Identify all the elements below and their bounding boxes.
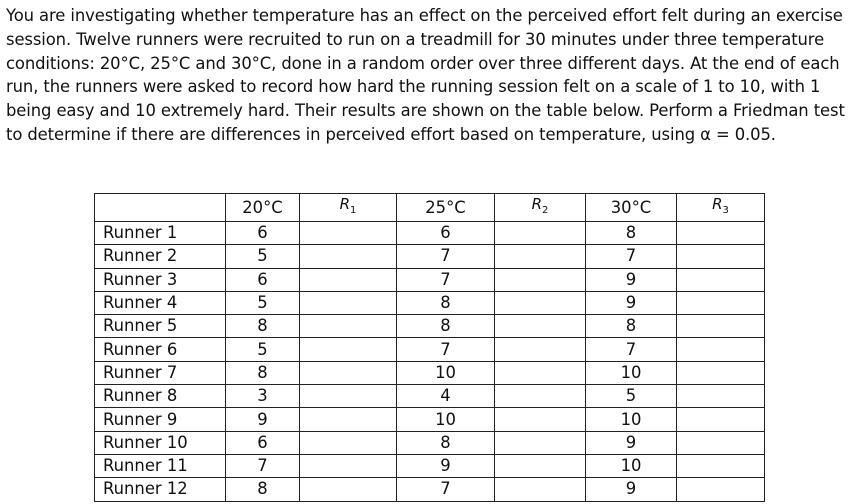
rank-r1-cell[interactable]	[300, 268, 397, 291]
rank-r2-cell[interactable]	[495, 431, 586, 454]
rank-r3-cell[interactable]	[677, 338, 765, 361]
rank-r1-cell[interactable]	[300, 245, 397, 268]
rank-r1-cell[interactable]	[300, 338, 397, 361]
runner-name-cell: Runner 2	[95, 245, 226, 268]
header-30c: 30°C	[586, 194, 677, 222]
runner-name-cell: Runner 6	[95, 338, 226, 361]
rank-r2-cell[interactable]	[495, 385, 586, 408]
score-20c-cell: 3	[226, 385, 300, 408]
score-30c-cell: 7	[586, 338, 677, 361]
header-r2-letter: R	[531, 195, 543, 213]
score-20c-cell: 6	[226, 431, 300, 454]
rank-r3-cell[interactable]	[677, 268, 765, 291]
results-table	[94, 193, 765, 502]
score-20c-cell: 8	[226, 315, 300, 338]
header-r3	[677, 194, 765, 222]
score-25c-cell: 9	[397, 454, 495, 477]
score-25c-cell: 7	[397, 338, 495, 361]
rank-r2-cell[interactable]	[495, 454, 586, 477]
runner-name-cell: Runner 1	[95, 222, 226, 245]
score-20c-cell: 8	[226, 361, 300, 384]
runner-name-cell: Runner 8	[95, 385, 226, 408]
rank-r3-cell[interactable]	[677, 431, 765, 454]
rank-r2-cell[interactable]	[495, 245, 586, 268]
score-25c-cell: 10	[397, 361, 495, 384]
table-row	[95, 291, 765, 314]
header-r1	[300, 194, 397, 222]
table-row	[95, 222, 765, 245]
rank-r3-cell[interactable]	[677, 454, 765, 477]
rank-r3-cell[interactable]	[677, 315, 765, 338]
rank-r1-cell[interactable]	[300, 315, 397, 338]
rank-r3-cell[interactable]	[677, 361, 765, 384]
score-25c-cell: 4	[397, 385, 495, 408]
runner-name-cell: Runner 3	[95, 268, 226, 291]
score-20c-cell: 9	[226, 408, 300, 431]
rank-r1-cell[interactable]	[300, 408, 397, 431]
header-r2-sub: 2	[542, 205, 549, 216]
score-25c-cell: 7	[397, 268, 495, 291]
runner-name-cell: Runner 4	[95, 291, 226, 314]
header-25c: 25°C	[397, 194, 495, 222]
score-20c-cell: 8	[226, 478, 300, 501]
rank-r2-cell[interactable]	[495, 222, 586, 245]
score-30c-cell: 10	[586, 408, 677, 431]
rank-r3-cell[interactable]	[677, 408, 765, 431]
rank-r3-cell[interactable]	[677, 222, 765, 245]
table-row	[95, 408, 765, 431]
problem-statement: You are investigating whether temperature has an effect on the perceived effort felt during an exercise session. Twelve runners were recruited to run on a treadmill for 30 minutes under three temperature conditions: 20°C, 25°C and 30°C, done in a random order over three different days. At the end of each run, the runners were asked to record how hard the running session felt on a scale of 1 to 10, with 1 being easy and 10 extremely hard. Their results are shown on the table below. Perform a Friedman test to determine if there are differences in perceived effort based on temperature, using α = 0.05.	[6, 6, 845, 144]
score-20c-cell: 6	[226, 268, 300, 291]
rank-r1-cell[interactable]	[300, 431, 397, 454]
rank-r1-cell[interactable]	[300, 291, 397, 314]
table-row	[95, 338, 765, 361]
score-30c-cell: 9	[586, 268, 677, 291]
score-30c-cell: 10	[586, 361, 677, 384]
score-20c-cell: 5	[226, 291, 300, 314]
table-row	[95, 245, 765, 268]
table-row	[95, 454, 765, 477]
rank-r1-cell[interactable]	[300, 385, 397, 408]
score-25c-cell: 7	[397, 245, 495, 268]
rank-r2-cell[interactable]	[495, 408, 586, 431]
header-r1-sub: 1	[350, 205, 357, 216]
score-25c-cell: 6	[397, 222, 495, 245]
header-runner	[95, 194, 226, 222]
table-row	[95, 315, 765, 338]
score-20c-cell: 6	[226, 222, 300, 245]
score-25c-cell: 8	[397, 431, 495, 454]
runner-name-cell: Runner 7	[95, 361, 226, 384]
header-r3-sub: 3	[722, 205, 729, 216]
score-30c-cell: 9	[586, 431, 677, 454]
rank-r1-cell[interactable]	[300, 454, 397, 477]
rank-r3-cell[interactable]	[677, 245, 765, 268]
score-20c-cell: 7	[226, 454, 300, 477]
runner-name-cell: Runner 11	[95, 454, 226, 477]
table-row	[95, 268, 765, 291]
table-row	[95, 385, 765, 408]
runner-name-cell: Runner 12	[95, 478, 226, 501]
table-row	[95, 478, 765, 501]
rank-r3-cell[interactable]	[677, 291, 765, 314]
runner-name-cell: Runner 9	[95, 408, 226, 431]
rank-r1-cell[interactable]	[300, 478, 397, 501]
runner-name-cell: Runner 10	[95, 431, 226, 454]
score-20c-cell: 5	[226, 245, 300, 268]
score-25c-cell: 7	[397, 478, 495, 501]
rank-r2-cell[interactable]	[495, 338, 586, 361]
runner-name-cell: Runner 5	[95, 315, 226, 338]
score-30c-cell: 5	[586, 385, 677, 408]
header-20c: 20°C	[226, 194, 300, 222]
score-25c-cell: 8	[397, 291, 495, 314]
score-25c-cell: 10	[397, 408, 495, 431]
rank-r1-cell[interactable]	[300, 222, 397, 245]
rank-r2-cell[interactable]	[495, 315, 586, 338]
score-25c-cell: 8	[397, 315, 495, 338]
header-r2	[495, 194, 586, 222]
header-r3-letter: R	[712, 195, 723, 213]
rank-r2-cell[interactable]	[495, 291, 586, 314]
rank-r2-cell[interactable]	[495, 478, 586, 501]
header-r1-letter: R	[339, 195, 351, 213]
rank-r1-cell[interactable]	[300, 361, 397, 384]
rank-r3-cell[interactable]	[677, 478, 765, 501]
score-30c-cell: 10	[586, 454, 677, 477]
table-row	[95, 361, 765, 384]
table-row	[95, 431, 765, 454]
score-30c-cell: 9	[586, 291, 677, 314]
rank-r3-cell[interactable]	[677, 385, 765, 408]
rank-r2-cell[interactable]	[495, 268, 586, 291]
score-20c-cell: 5	[226, 338, 300, 361]
score-30c-cell: 8	[586, 315, 677, 338]
rank-r2-cell[interactable]	[495, 361, 586, 384]
header-row	[95, 194, 765, 222]
table-body	[95, 222, 765, 502]
score-30c-cell: 8	[586, 222, 677, 245]
score-30c-cell: 9	[586, 478, 677, 501]
score-30c-cell: 7	[586, 245, 677, 268]
